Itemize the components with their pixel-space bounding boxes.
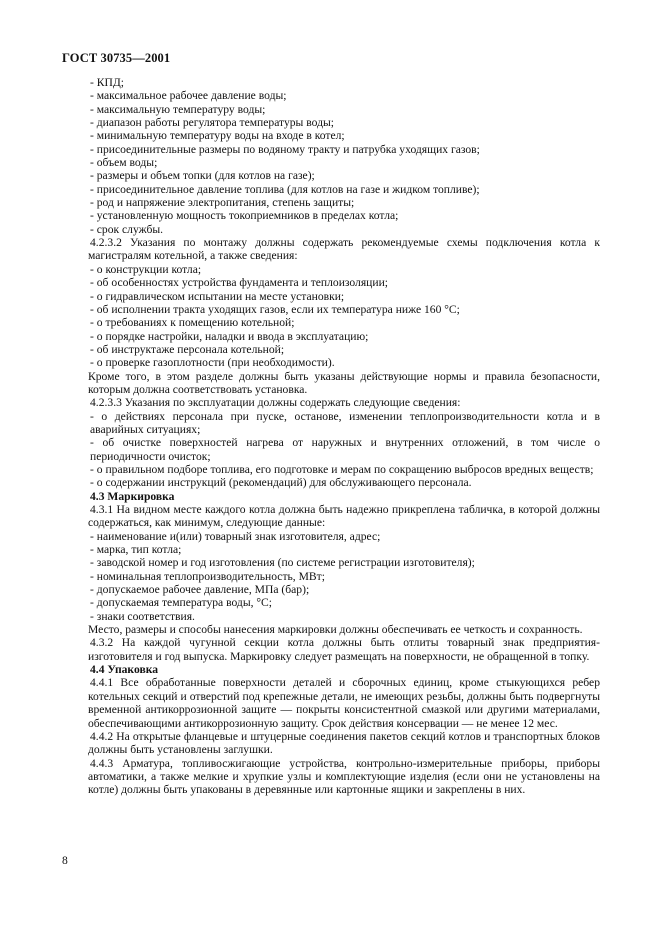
section-heading-marking: 4.3 Маркировка bbox=[90, 489, 175, 503]
list-item: - наименование и(или) товарный знак изготовителя, адрес; bbox=[90, 529, 381, 543]
list-item: - минимальную температуру воды на входе в котел; bbox=[90, 129, 345, 143]
page-number: 8 bbox=[62, 854, 68, 867]
marking-list bbox=[88, 530, 600, 623]
list-item: - максимальную температуру воды; bbox=[90, 102, 266, 116]
list-item: - допускаемая температура воды, °С; bbox=[90, 596, 273, 610]
list-item: - о гидравлическом испытании на месте установки; bbox=[90, 289, 345, 303]
list-item: - срок службы. bbox=[90, 222, 164, 236]
list-item: - о содержании инструкций (рекомендаций) для обслуживающего персонала. bbox=[90, 476, 472, 490]
installation-list bbox=[88, 263, 600, 370]
list-item: - о конструкции котла; bbox=[90, 262, 202, 276]
paragraph-4-4-1: 4.4.1 Все обработанные поверхности деталей и сборочных единиц, кроме стыкующихся ребер котельных секций и отверстий под крепежные детали, не имеющих резьбы, должны быть подвергнуты временной антикоррозионной защите — покрыты консистентной смазкой или другими материалами, обеспечивающими антикоррозионную защиту. Срок действия консервации — не менее 12 мес. bbox=[88, 676, 600, 730]
list-item: - о проверке газоплотности (при необходимости). bbox=[90, 356, 335, 370]
operation-list bbox=[88, 410, 600, 490]
page-content bbox=[88, 76, 600, 797]
paragraph-safety-rules: Кроме того, в этом разделе должны быть указаны действующие нормы и правила безопасности, которым должна соответствовать установка. bbox=[88, 369, 600, 396]
list-item: - об очистке поверхностей нагрева от наружных и внутренних отложений, в том числе о периодичности очисток; bbox=[90, 436, 600, 463]
paragraph-4-4-2: 4.4.2 На открытые фланцевые и штуцерные соединения пакетов секций котлов и транспортных блоков должны быть установлены заглушки. bbox=[88, 729, 600, 757]
list-item: - об исполнении тракта уходящих газов, если их температура ниже 160 °С; bbox=[90, 302, 460, 316]
section-heading-packaging: 4.4 Упаковка bbox=[90, 663, 159, 677]
list-item: - объем воды; bbox=[90, 156, 158, 170]
paragraph-4-2-3-2: 4.2.3.2 Указания по монтажу должны содержать рекомендуемые схемы подключения котла к магистралям котельной, а также сведения: bbox=[88, 236, 600, 263]
list-item: - допускаемое рабочее давление, МПа (бар); bbox=[90, 583, 310, 597]
list-item: - о требованиях к помещению котельной; bbox=[90, 316, 295, 330]
parameter-list bbox=[88, 76, 600, 236]
list-item: - о порядке настройки, наладки и ввода в эксплуатацию; bbox=[90, 329, 369, 343]
list-item: - заводской номер и год изготовления (по системе регистрации изготовителя); bbox=[90, 556, 475, 570]
paragraph-4-3-2: 4.3.2 На каждой чугунной секции котла должны быть отлиты товарный знак предприятия-изготовителя и год выпуска. Маркировку следует размещать на поверхности, не обращенной в топку. bbox=[88, 636, 600, 663]
list-item: - об инструктаже персонала котельной; bbox=[90, 342, 285, 356]
paragraph-4-4-3: 4.4.3 Арматура, топливосжигающие устройства, контрольно-измерительные приборы, приборы автоматики, а также мелкие и хрупкие узлы и комплектующие изделия (если они не установлены на котле) должны быть упакованы в деревянные или картонные ящики и закреплены в них. bbox=[88, 756, 600, 797]
list-item: - о действиях персонала при пуске, останове, изменении теплопроизводительности котла и в аварийных ситуациях; bbox=[90, 409, 600, 436]
list-item: - диапазон работы регулятора температуры воды; bbox=[90, 116, 335, 130]
list-item: - размеры и объем топки (для котлов на газе); bbox=[90, 169, 315, 183]
paragraph-marking-place: Место, размеры и способы нанесения маркировки должны обеспечивать ее четкость и сохранность. bbox=[88, 623, 583, 637]
list-item: - знаки соответствия. bbox=[90, 609, 195, 623]
paragraph-4-3-1: 4.3.1 На видном месте каждого котла должна быть надежно прикреплена табличка, в которой должны содержаться, как минимум, следующие данные: bbox=[88, 503, 600, 530]
list-item: - установленную мощность токоприемников в пределах котла; bbox=[90, 209, 399, 223]
list-item: - КПД; bbox=[90, 76, 124, 89]
list-item: - присоединительное давление топлива (для котлов на газе и жидком топливе); bbox=[90, 182, 480, 196]
list-item: - номинальная теплопроизводительность, МВт; bbox=[90, 569, 325, 583]
page-header: ГОСТ 30735—2001 bbox=[62, 51, 171, 65]
paragraph-4-2-3-3: 4.2.3.3 Указания по эксплуатации должны содержать следующие сведения: bbox=[90, 396, 461, 410]
list-item: - род и напряжение электропитания, степень защиты; bbox=[90, 196, 355, 210]
list-item: - о правильном подборе топлива, его подготовке и мерам по сокращению выбросов вредных веществ; bbox=[90, 462, 594, 476]
list-item: - марка, тип котла; bbox=[90, 543, 182, 557]
list-item: - об особенностях устройства фундамента и теплоизоляции; bbox=[90, 276, 389, 290]
list-item: - присоединительные размеры по водяному тракту и патрубка уходящих газов; bbox=[90, 142, 480, 156]
list-item: - максимальное рабочее давление воды; bbox=[90, 89, 287, 103]
